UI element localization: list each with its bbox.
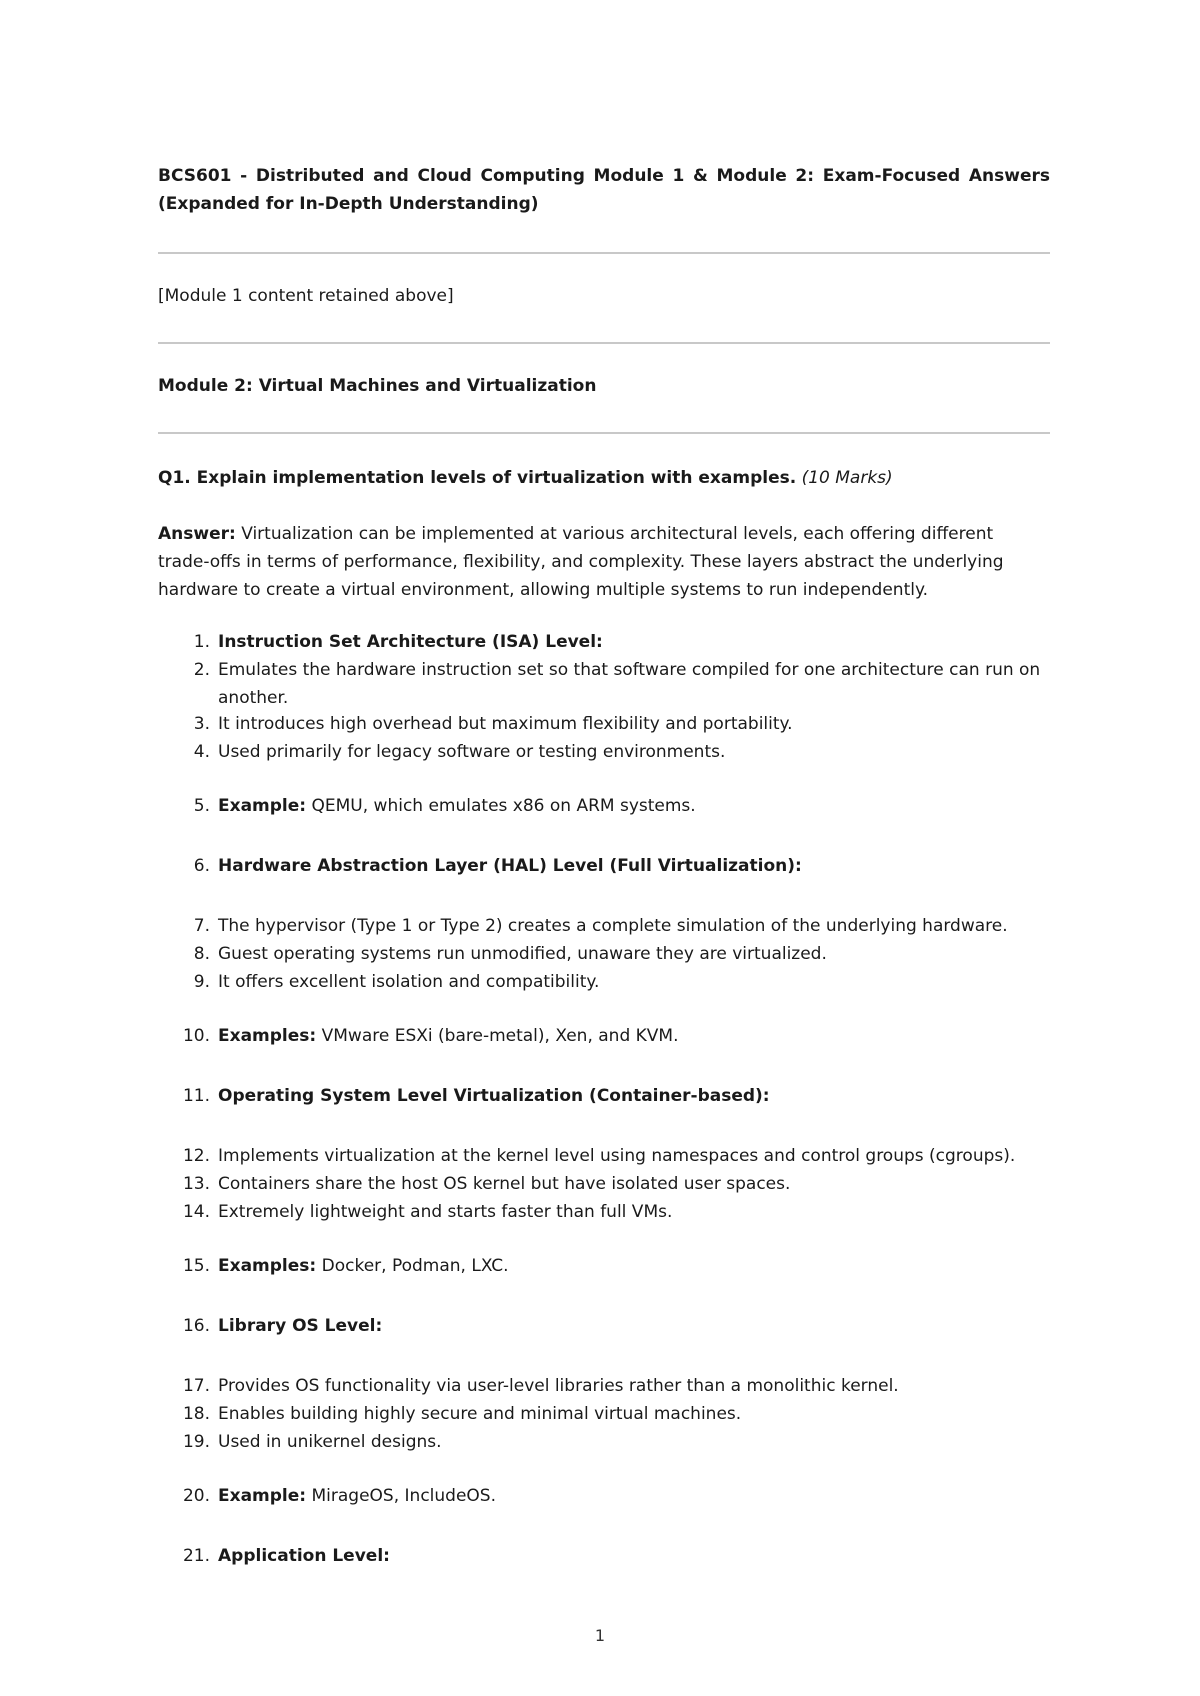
horizontal-rule [158,342,1050,344]
answer-text: Virtualization can be implemented at various architectural levels, each offering different trade-offs in terms of performance, flexibility, and complexity. These layers abstract the underlying hardware to create a virtual environment, allowing multiple systems to run independently. [158,524,1004,600]
module-heading: Module 2: Virtual Machines and Virtualization [158,376,597,396]
list-item-body [218,1312,1050,1340]
retained-note: [Module 1 content retained above] [158,286,454,306]
list-item-bold: Application Level: [218,1546,390,1566]
list-item-number: 7. [193,916,210,936]
list-item-number: 14. [182,1202,210,1222]
list-item-text: Emulates the hardware instruction set so that software compiled for one architecture can run on another. [218,660,1046,708]
answer-label: Answer: [158,524,236,544]
list-item-text: The hypervisor (Type 1 or Type 2) creates a complete simulation of the underlying hardware. [218,916,1008,936]
list-item-body [218,628,1050,656]
list-item-text: Guest operating systems run unmodified, unaware they are virtualized. [218,944,827,964]
document-page [158,0,1050,1696]
list-item-number: 10. [182,1026,210,1046]
list-item-text: QEMU, which emulates x86 on ARM systems. [306,796,696,816]
list-item-number: 6. [193,856,210,876]
list-item-text: It offers excellent isolation and compatibility. [218,972,600,992]
list-item-body [218,968,1050,996]
list-item-body [218,1428,1050,1456]
list-item-number: 1. [193,632,210,652]
list-item-text: MirageOS, IncludeOS. [306,1486,496,1506]
list-item-text: It introduces high overhead but maximum flexibility and portability. [218,714,793,734]
list-item-number: 19. [182,1432,210,1452]
list-item-number: 5. [193,796,210,816]
list-item-number: 11. [182,1086,210,1106]
document-title: BCS601 - Distributed and Cloud Computing Module 1 & Module 2: Exam-Focused Answers (Expanded for In-Depth Understanding) [158,166,1050,214]
list-item-body [218,792,1050,820]
list-item-body [218,1372,1050,1400]
list-item-text: Containers share the host OS kernel but have isolated user spaces. [218,1174,791,1194]
question-text: Q1. Explain implementation levels of virtualization with examples. [158,468,797,488]
list-item-text: Provides OS functionality via user-level libraries rather than a monolithic kernel. [218,1376,899,1396]
list-item-body [218,852,1050,880]
list-item-number: 21. [182,1546,210,1566]
question-marks: (10 Marks) [801,468,893,488]
list-item-body [218,1170,1050,1198]
list-item-number: 9. [193,972,210,992]
list-item-bold: Library OS Level: [218,1316,383,1336]
list-item-number: 2. [193,660,210,680]
list-item-body [218,1252,1050,1280]
list-item-body [218,1482,1050,1510]
list-item-bold: Examples: [218,1256,317,1276]
list-item-body [218,1542,1050,1570]
list-item-number: 18. [182,1404,210,1424]
list-item-bold: Examples: [218,1026,317,1046]
list-item-text: Docker, Podman, LXC. [316,1256,509,1276]
list-item-number: 17. [182,1376,210,1396]
list-item-number: 13. [182,1174,210,1194]
list-item-body [218,1082,1050,1110]
list-item-body [218,738,1050,766]
list-item-body [218,656,1050,712]
list-item-text: Used primarily for legacy software or testing environments. [218,742,726,762]
list-item-text: Extremely lightweight and starts faster than full VMs. [218,1202,673,1222]
list-item-number: 12. [182,1146,210,1166]
list-item-bold: Example: [218,1486,307,1506]
list-item-body [218,912,1050,940]
list-item-text: Enables building highly secure and minimal virtual machines. [218,1404,742,1424]
horizontal-rule [158,432,1050,434]
list-item-text: Implements virtualization at the kernel level using namespaces and control groups (cgroups). [218,1146,1016,1166]
list-item-body [218,710,1050,738]
list-item-number: 15. [182,1256,210,1276]
list-item-text: Used in unikernel designs. [218,1432,442,1452]
list-item-number: 16. [182,1316,210,1336]
list-item-text: VMware ESXi (bare-metal), Xen, and KVM. [316,1026,679,1046]
question-line [158,464,893,492]
list-item-body [218,940,1050,968]
page-number: 1 [594,1626,606,1645]
answer-paragraph [158,520,1050,604]
list-item-number: 4. [193,742,210,762]
list-item-bold: Instruction Set Architecture (ISA) Level: [218,632,603,652]
list-item-bold: Hardware Abstraction Layer (HAL) Level (Full Virtualization): [218,856,802,876]
list-item-number: 8. [193,944,210,964]
list-item-bold: Example: [218,796,307,816]
horizontal-rule [158,252,1050,254]
list-item-body [218,1198,1050,1226]
list-item-number: 20. [182,1486,210,1506]
list-item-bold: Operating System Level Virtualization (Container-based): [218,1086,770,1106]
list-item-body [218,1400,1050,1428]
list-item-body [218,1022,1050,1050]
list-item-body [218,1142,1050,1170]
list-item-number: 3. [193,714,210,734]
